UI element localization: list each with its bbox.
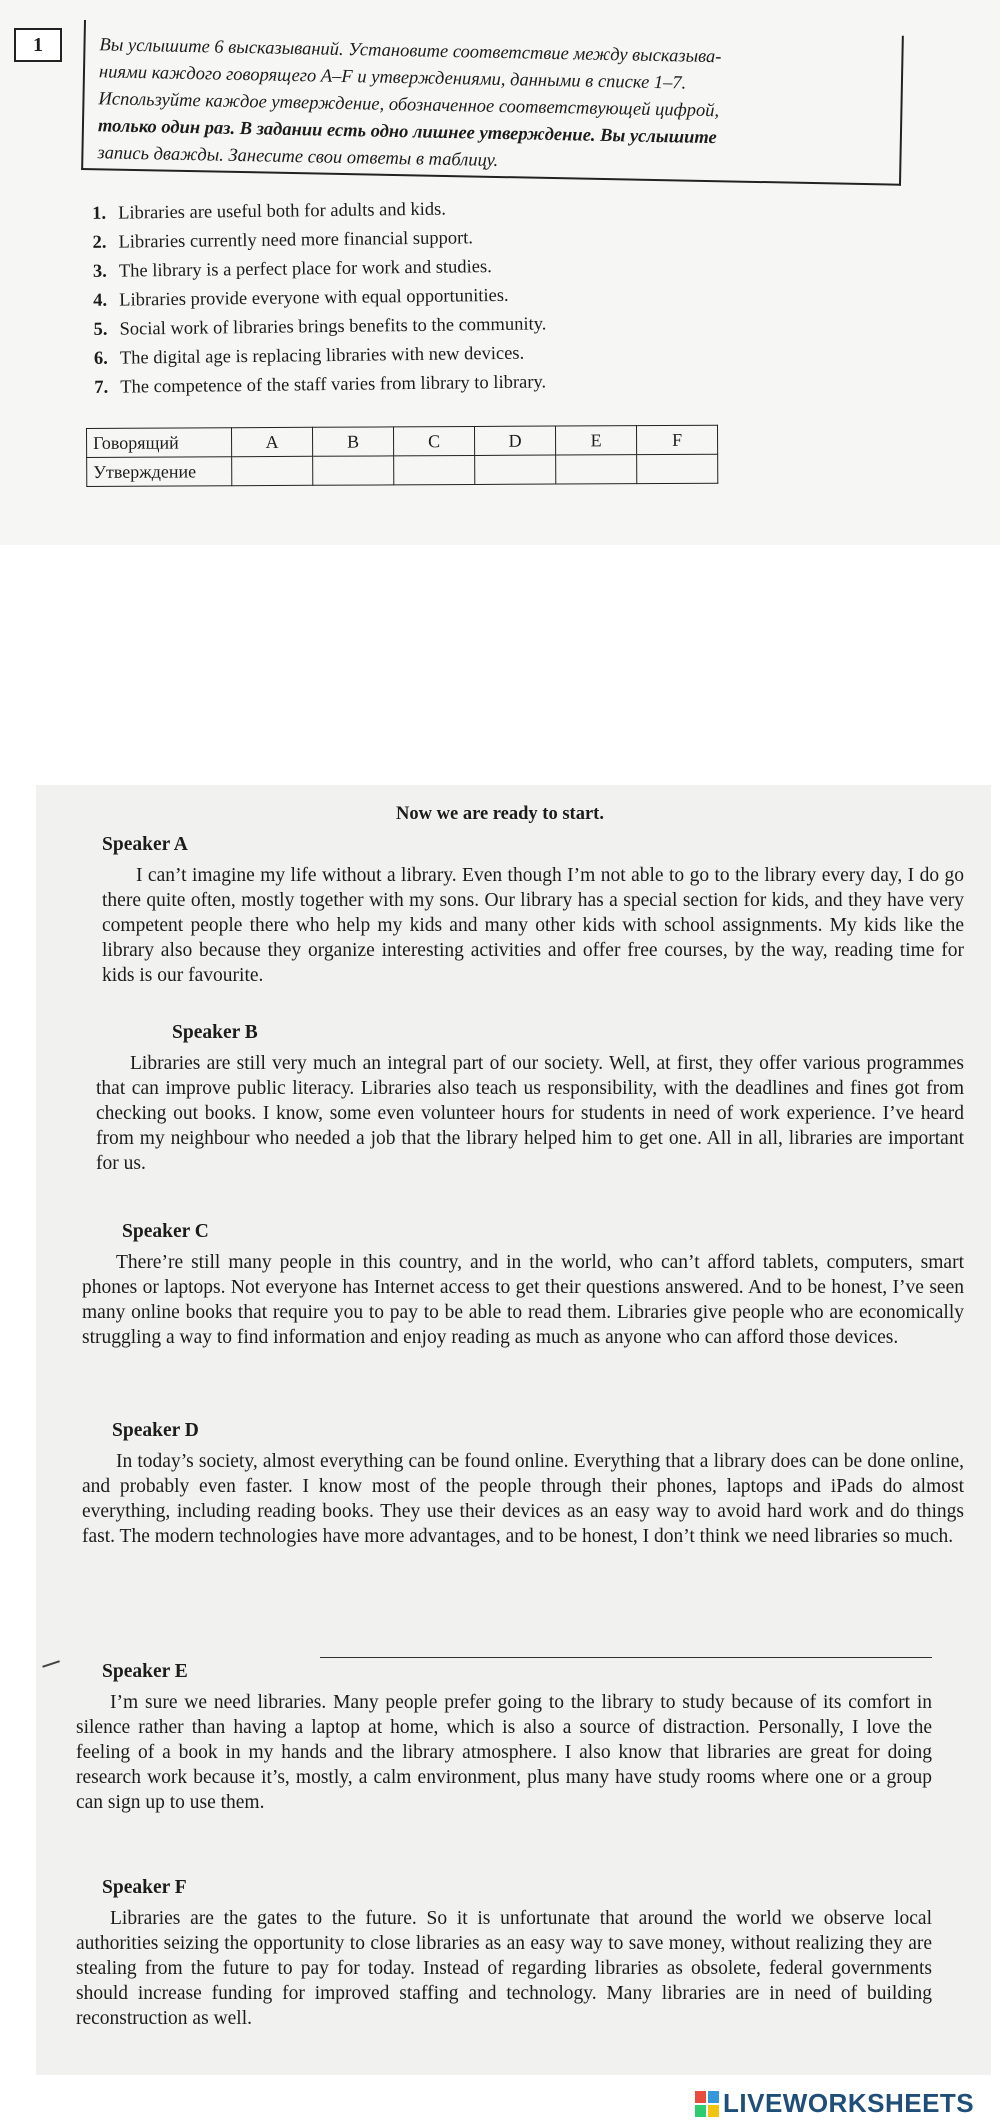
logo-square xyxy=(708,2105,719,2117)
statement-item: 6. The digital age is replacing libraries with new devices. xyxy=(93,343,525,369)
instruction-line: Вы услышите 6 высказываний. Установите соответствие между высказыва- xyxy=(99,35,722,68)
answer-cell-d[interactable] xyxy=(475,455,556,484)
logo-icon xyxy=(695,2091,719,2117)
speaker-e-block xyxy=(76,1659,932,1815)
task-instructions xyxy=(81,20,904,186)
instruction-line: только один раз. В задании есть одно лишнее утверждение. Вы услышите xyxy=(97,116,717,149)
transcript-heading: Now we are ready to start. xyxy=(396,804,604,824)
task-number: 1 xyxy=(14,28,62,62)
speaker-b-text: Libraries are still very much an integral part of our society. Well, at first, they offer various programmes that can improve public literacy. Libraries also teach us responsibility, with the deadlines and fines got from checking out books. I know, some even volunteer hours for students in need of work experience. I’ve heard from my neighbour who needed a job that the library helped him to get one. All in all, libraries are important for us. xyxy=(96,1053,964,1174)
speaker-a-text: I can’t imagine my life without a library. Even though I’m not able to go to the library every day, I do go there quite often, mostly together with my sons. Our library has a special section for kids, and they have very competent people there who help my kids and many other kids with school assignments. My kids like the library also because they organize interesting activities and offer free courses, by the way, reading time for kids is our favourite. xyxy=(102,865,964,986)
liveworksheets-logo[interactable] xyxy=(695,2088,974,2119)
column-label: A xyxy=(232,427,313,456)
statement-item: 3. The library is a perfect place for work and studies. xyxy=(92,257,492,282)
instruction-line: Используйте каждое утверждение, обозначенное соответствующей цифрой, xyxy=(98,89,720,122)
answer-cell-e[interactable] xyxy=(556,455,637,484)
column-label: D xyxy=(474,426,555,455)
speaker-a-block xyxy=(102,832,964,988)
statement-item: 1. Libraries are useful both for adults and kids. xyxy=(92,199,447,224)
speaker-c-text: There’re still many people in this country, and in the world, who can’t afford tablets, computers, smart phones or laptops. Not everyone has Internet access to get their questions answered. And to be honest, I’ve seen many online books that require you to pay to be able to read them. Libraries give people who are economically struggling a way to find information and enjoy reading as much as anyone who can afford those devices. xyxy=(82,1252,964,1348)
answer-table xyxy=(86,425,718,487)
speaker-b-block xyxy=(96,1020,964,1176)
instruction-line: запись дважды. Занесите свои ответы в таблицу. xyxy=(97,143,499,171)
speaker-e-name: Speaker E xyxy=(102,1661,188,1682)
statement-item: 5. Social work of libraries brings benefits to the community. xyxy=(93,314,547,340)
speaker-d-text: In today’s society, almost everything can be found online. Everything that a library does can be done online, and probably even faster. I know most of the people through their phones, laptops and iPads do almost everything, including reading books. They use their devices as an easy way to avoid hard work and do things fast. The modern technologies have more advantages, and to be honest, I don’t think we need libraries so much. xyxy=(82,1451,964,1547)
statement-list xyxy=(86,194,547,403)
column-label: E xyxy=(555,426,636,455)
brand-name: LIVEWORKSHEETS xyxy=(723,2088,975,2118)
answer-table-answer-row xyxy=(87,454,718,486)
speaker-f-name: Speaker F xyxy=(102,1877,187,1898)
answer-cell-c[interactable] xyxy=(394,455,475,484)
logo-square xyxy=(695,2105,706,2117)
logo-square xyxy=(708,2091,719,2103)
speaker-f-text: Libraries are the gates to the future. So it is unfortunate that around the world we observe local authorities seizing the opportunity to close libraries as an easy way to save money, without realizing they are stealing from the future to pay for today. Instead of regarding libraries as obsolete, federal governments should increase funding for improved staffing and technology. Many libraries are in need of building reconstruction as well. xyxy=(76,1908,932,2029)
speaker-e-text: I’m sure we need libraries. Many people prefer going to the library to study because of its comfort in silence rather than having a laptop at home, which is also a source of distraction. Personally, I love the feeling of a book in my hands and the library atmosphere. I also know that libraries are great for doing research work because it’s, mostly, a calm environment, plus many have study rooms where one or a group can sign up to use them. xyxy=(76,1692,932,1813)
speaker-a-name: Speaker A xyxy=(102,834,188,855)
answer-cell-a[interactable] xyxy=(232,456,313,485)
statement-item: 4. Libraries provide everyone with equal opportunities. xyxy=(93,285,509,311)
speaker-d-block xyxy=(82,1418,964,1549)
statement-item: 2. Libraries currently need more financial support. xyxy=(92,228,474,253)
answer-cell-b[interactable] xyxy=(313,456,394,485)
speaker-d-name: Speaker D xyxy=(112,1420,199,1441)
column-label: C xyxy=(393,426,474,455)
answer-cell-f[interactable] xyxy=(637,454,718,483)
answer-table-header-row xyxy=(87,425,718,457)
speaker-f-block xyxy=(76,1875,932,2031)
statement-item: 7. The competence of the staff varies from library to library. xyxy=(94,372,547,398)
logo-square xyxy=(695,2091,706,2103)
column-label: F xyxy=(636,425,717,454)
speaker-c-block xyxy=(82,1219,964,1350)
speaker-header: Говорящий xyxy=(87,428,232,458)
instruction-line: ниями каждого говорящего A–F и утверждениями, данными в списке 1–7. xyxy=(98,62,687,94)
statement-header: Утверждение xyxy=(87,457,232,487)
speaker-b-name: Speaker B xyxy=(172,1022,258,1043)
speaker-c-name: Speaker C xyxy=(122,1221,209,1242)
column-label: B xyxy=(312,427,393,456)
